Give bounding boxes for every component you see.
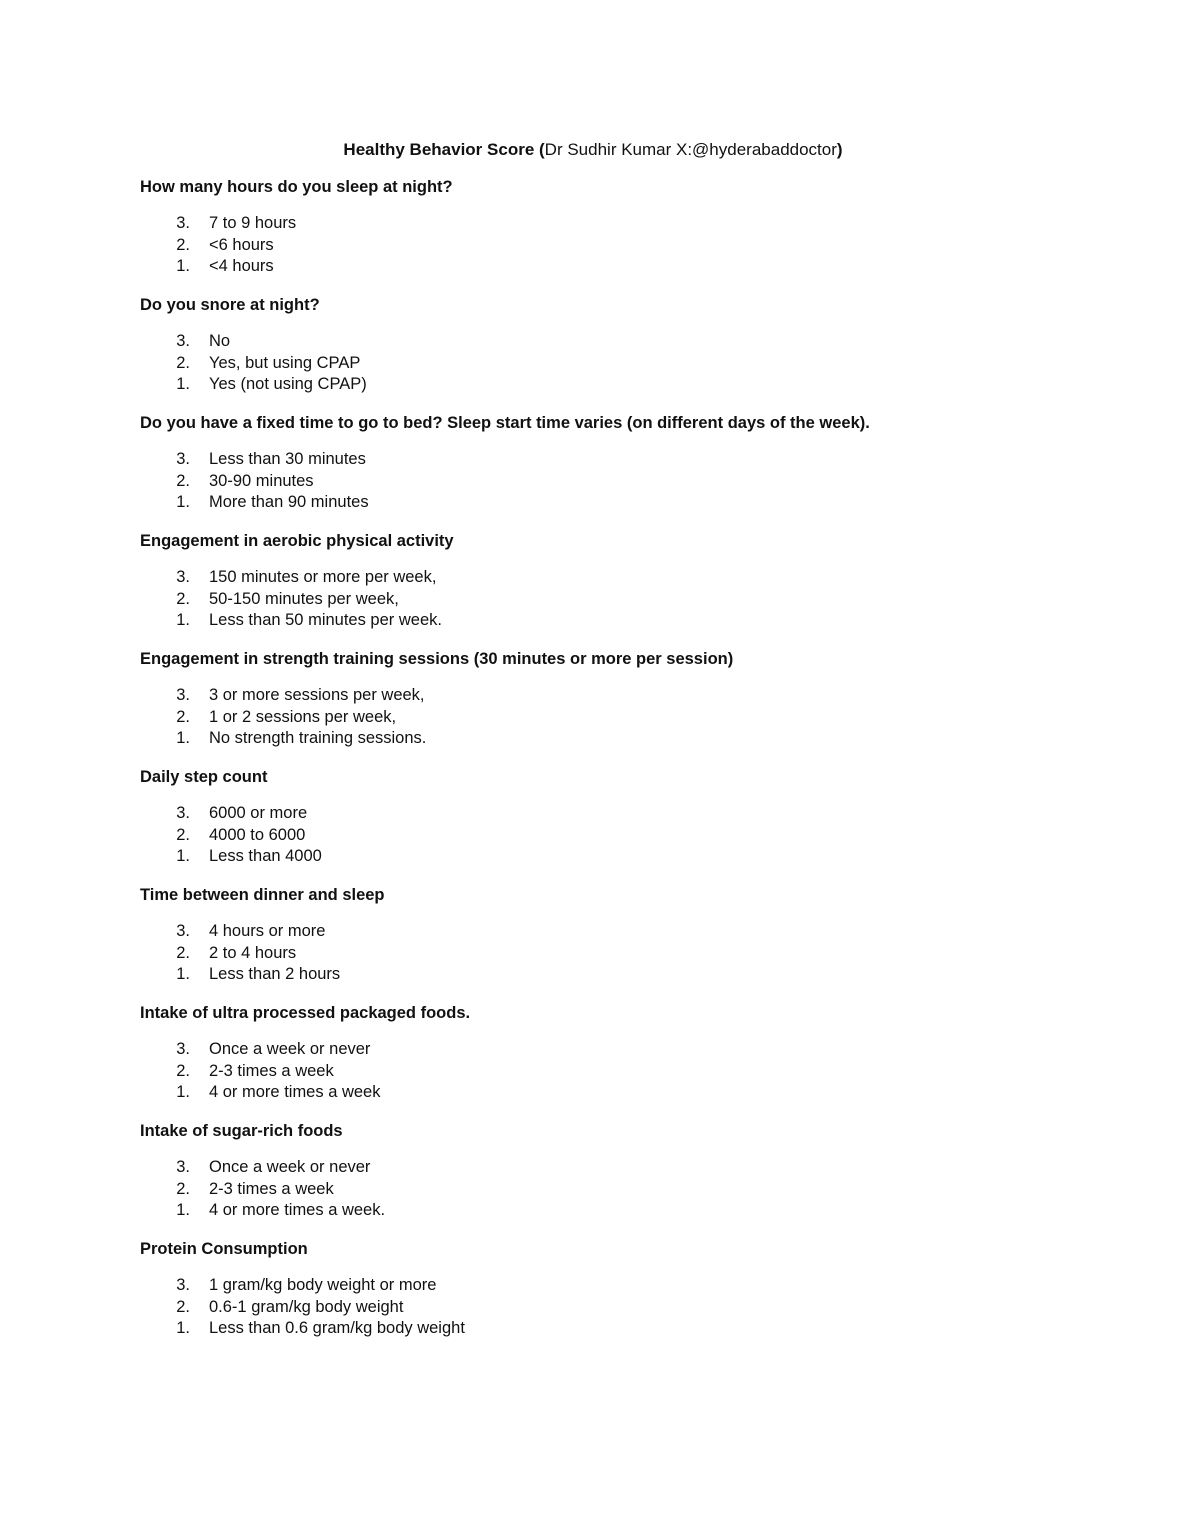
option-number: 1. [176,611,190,630]
option-number: 3. [176,450,190,468]
title-paren-close: ) [836,140,843,159]
option-number: 1. [176,1201,190,1220]
option-text: 4 hours or more [209,922,326,940]
option-number: 3. [176,686,190,704]
question-heading: Engagement in strength training sessions (30 minutes or more per session) [140,650,734,668]
question-section [140,1236,1140,1354]
option-text: 7 to 9 hours [209,214,297,232]
option-number: 1. [176,1083,190,1102]
option-number: 2. [176,943,190,962]
option-number: 2. [176,235,190,254]
title-main: Healthy Behavior Score [343,140,535,159]
question-section [140,292,1140,410]
option-number: 1. [176,493,190,512]
option-text: <6 hours [209,235,274,254]
option-number: 3. [176,1158,190,1176]
option-text: 30-90 minutes [209,471,314,490]
option-text: 2-3 times a week [209,1061,334,1080]
option-text: No [209,332,231,350]
title-paren-open: ( [534,140,545,159]
option-number: 2. [176,1179,190,1198]
question-heading: How many hours do you sleep at night? [140,178,453,196]
option-number: 3. [176,332,190,350]
option-text: Yes (not using CPAP) [209,375,367,394]
option-number: 3. [176,214,190,232]
option-number: 2. [176,707,190,726]
question-heading: Engagement in aerobic physical activity [140,532,454,550]
option-text: 4 or more times a week. [209,1201,386,1220]
option-number: 1. [176,847,190,866]
option-text: 150 minutes or more per week, [209,568,437,586]
option-number: 3. [176,1040,190,1058]
option-text: More than 90 minutes [209,493,369,512]
question-section [140,528,1140,646]
option-text: Less than 2 hours [209,965,341,984]
question-section [140,410,1140,528]
question-heading: Intake of sugar-rich foods [140,1122,343,1140]
option-number: 2. [176,471,190,490]
option-number: 1. [176,965,190,984]
option-number: 2. [176,825,190,844]
option-number: 1. [176,1319,190,1338]
option-text: <4 hours [209,257,274,276]
option-text: No strength training sessions. [209,729,427,748]
option-text: 2-3 times a week [209,1179,334,1198]
option-number: 3. [176,1276,190,1294]
option-number: 2. [176,353,190,372]
option-text: Less than 30 minutes [209,450,366,468]
option-text: 4000 to 6000 [209,825,306,844]
questionnaire [140,174,1140,1354]
option-text: 6000 or more [209,804,308,822]
option-text: Less than 0.6 gram/kg body weight [209,1319,465,1338]
option-text: 2 to 4 hours [209,943,297,962]
option-text: 1 gram/kg body weight or more [209,1276,437,1294]
question-heading: Daily step count [140,768,268,786]
option-text: 3 or more sessions per week, [209,686,425,704]
option-text: Less than 4000 [209,847,322,866]
option-number: 3. [176,568,190,586]
question-heading: Time between dinner and sleep [140,886,385,904]
question-section [140,174,1140,292]
option-number: 3. [176,804,190,822]
question-section [140,882,1140,1000]
option-text: Once a week or never [209,1040,371,1058]
option-text: Less than 50 minutes per week. [209,611,442,630]
question-heading: Intake of ultra processed packaged foods. [140,1004,471,1022]
option-text: Once a week or never [209,1158,371,1176]
question-section [140,1000,1140,1118]
option-number: 2. [176,1297,190,1316]
document-title [0,139,1186,161]
option-text: 0.6-1 gram/kg body weight [209,1297,404,1316]
title-author: Dr Sudhir Kumar X:@hyderabaddoctor [544,140,837,159]
option-text: Yes, but using CPAP [209,353,361,372]
option-number: 1. [176,729,190,748]
option-number: 2. [176,1061,190,1080]
question-section [140,1118,1140,1236]
option-text: 1 or 2 sessions per week, [209,707,397,726]
question-heading: Do you have a fixed time to go to bed? Sleep start time varies (on different days of the week). [140,414,870,432]
option-number: 2. [176,589,190,608]
option-text: 4 or more times a week [209,1083,381,1102]
question-section [140,764,1140,882]
option-number: 1. [176,257,190,276]
option-number: 1. [176,375,190,394]
question-heading: Protein Consumption [140,1240,308,1258]
question-heading: Do you snore at night? [140,296,320,314]
question-section [140,646,1140,764]
option-text: 50-150 minutes per week, [209,589,399,608]
option-number: 3. [176,922,190,940]
